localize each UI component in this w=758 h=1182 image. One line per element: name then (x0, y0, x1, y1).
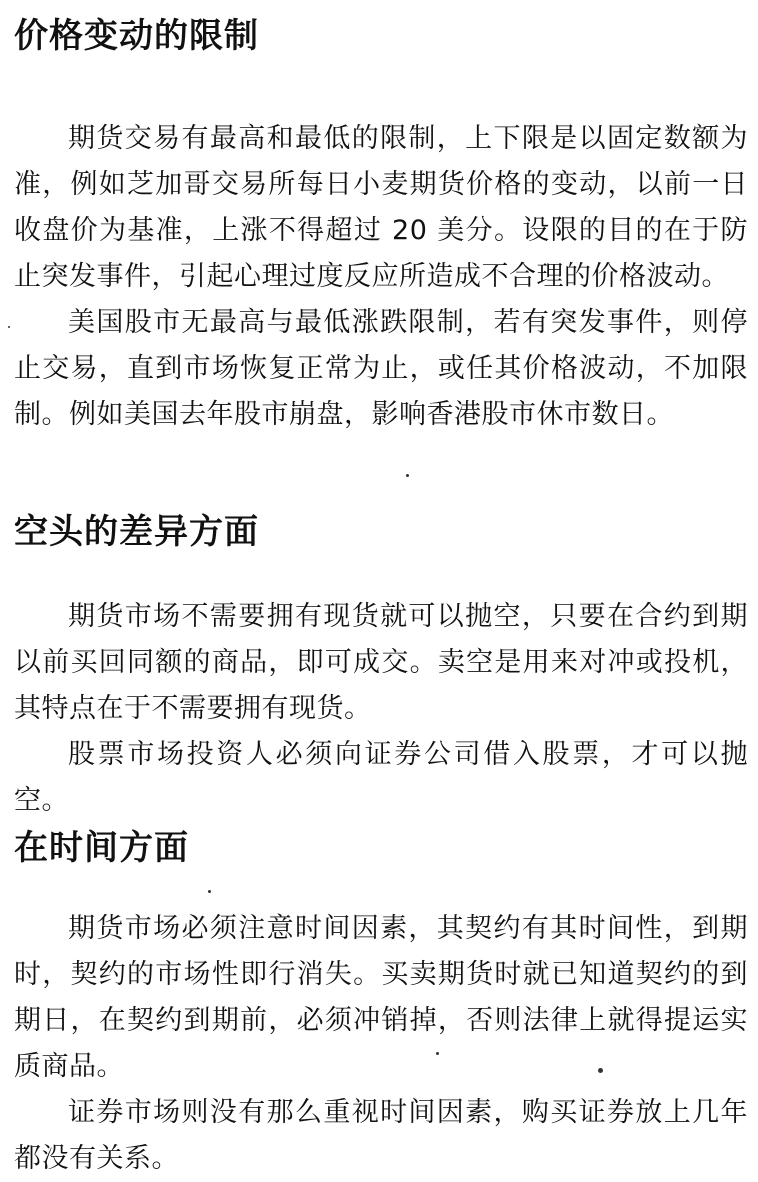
paragraph: 期货市场必须注意时间因素，其契约有其时间性，到期时，契约的市场性即行消失。买卖期货时就已知道契约的到期日，在契约到期前，必须冲销掉，否则法律上就得提运实质商品。 (14, 913, 748, 1082)
section-heading: 价格变动的限制 (14, 16, 259, 56)
paragraph: 证券市场则没有那么重视时间因素，购买证券放上几年都没有关系。 (14, 1097, 748, 1174)
section-heading: 空头的差异方面 (14, 512, 259, 552)
paragraph: 期货市场不需要拥有现货就可以抛空，只要在合约到期以前买回同额的商品，即可成交。卖空是用来对冲或投机，其特点在于不需要拥有现货。 (14, 601, 748, 724)
scan-speck (8, 326, 10, 328)
scan-speck (436, 1052, 439, 1055)
section-time-factor (14, 826, 748, 1182)
section-price-limits (14, 14, 748, 438)
section-short-selling (14, 510, 748, 824)
paragraph: 美国股市无最高与最低涨跌限制，若有突发事件，则停止交易，直到市场恢复正常为止，或任其价格波动，不加限制。例如美国去年股市崩盘，影响香港股市休市数日。 (14, 307, 748, 430)
paragraph: 股票市场投资人必须向证券公司借入股票，才可以抛空。 (14, 739, 748, 816)
scan-speck (406, 474, 409, 477)
scan-speck (598, 1068, 603, 1073)
section-heading: 在时间方面 (14, 828, 189, 868)
paragraph: 期货交易有最高和最低的限制，上下限是以固定数额为准，例如芝加哥交易所每日小麦期货价格的变动，以前一日收盘价为基准，上涨不得超过 20 美分。设限的目的在于防止突发事件，引起心理过度反应所造成不合理的价格波动。 (14, 123, 748, 292)
scan-speck (208, 890, 211, 893)
